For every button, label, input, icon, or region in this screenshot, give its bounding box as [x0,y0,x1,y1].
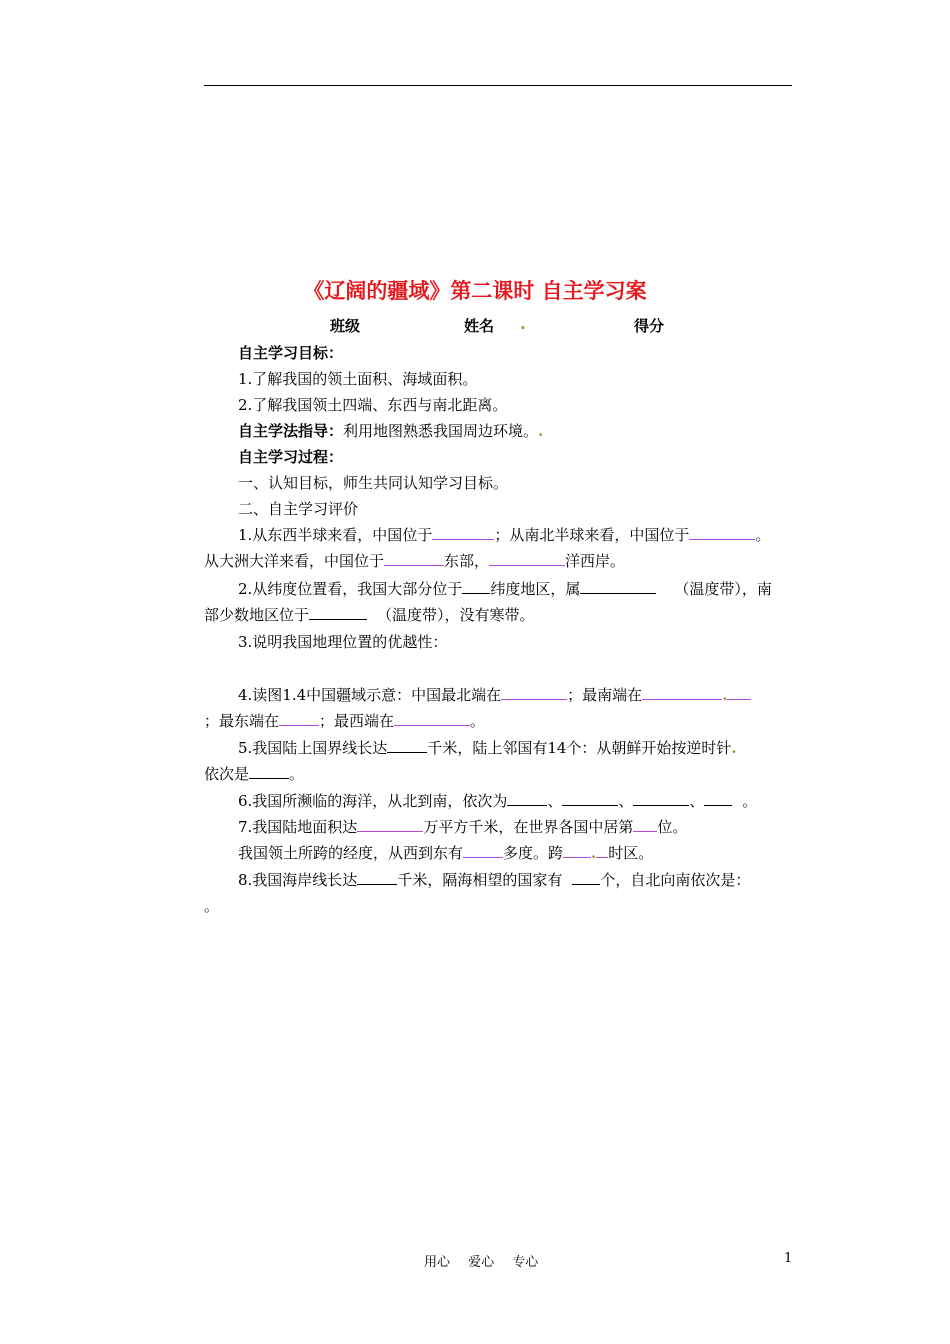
question-4-line-1: 4.读图1.4中国疆域示意：中国最北端在 ；最南端在 . [238,682,751,708]
answer-blank[interactable] [633,791,689,806]
question-5-line-2: 依次是 。 [204,765,305,783]
question-7-line-2: 我国领土所跨的经度，从西到东有 多度。跨 . 时区。 [238,844,654,862]
question-2-line-2: 部少数地区位于 （温度带），没有寒带。 [204,606,535,624]
score-label: 得分 [634,317,665,335]
question-2-line-1: 2.从纬度位置看，我国大部分位于 纬度地区，属 （温度带），南 [238,580,772,598]
question-4-line-2: ；最东端在 ；最西端在 。 [204,712,486,730]
question-1-line-1: 1.从东西半球来看，中国位于 ；从南北半球来看，中国位于 。 [238,526,771,544]
answer-blank[interactable] [563,843,591,858]
question-8-line-2: 。 [204,897,220,915]
question-8-line-1: 8.我国海岸线长达 千米，隔海相望的国家有 个，自北向南依次是： [238,871,751,889]
goal-item-1: 1.了解我国的领土面积、海域面积。 [238,370,478,388]
answer-blank[interactable] [580,579,656,594]
question-7-line-1: 7.我国陆地面积达 万平方千米，在世界各国中居第 位。 [238,818,688,836]
answer-blank[interactable] [489,551,565,566]
method-mark: . [538,422,544,440]
answer-blank[interactable] [394,711,470,726]
answer-blank[interactable] [572,870,600,885]
header-rule [204,85,792,86]
answer-blank[interactable] [384,551,444,566]
answer-blank[interactable] [432,525,494,540]
answer-blank[interactable] [501,685,567,700]
answer-blank[interactable] [727,685,751,700]
footer-motto: 用心 爱心 专心 [424,1255,539,1270]
method-line [238,418,543,444]
answer-blank[interactable] [357,870,397,885]
question-3: 3.说明我国地理位置的优越性： [238,633,448,651]
answer-blank[interactable] [463,843,503,858]
question-5-line-1: 5.我国陆上国界线长达 千米，陆上邻国有14个：从朝鲜开始按逆时针. [238,739,737,757]
process-part1: 一、认知目标，师生共同认知学习目标。 [238,474,509,492]
answer-blank[interactable] [704,791,732,806]
question-6: 6.我国所濒临的海洋，从北到南，依次为 、 、 、 。 [238,792,758,810]
page-title: 《辽阔的疆域》第二课时 自主学习案 [303,279,647,303]
name-mark: . [520,315,526,333]
process-heading: 自主学习过程： [238,448,344,466]
answer-blank[interactable] [562,791,618,806]
answer-blank[interactable] [387,738,427,753]
method-heading: 自主学法指导： [238,422,344,440]
answer-blank[interactable] [279,711,319,726]
goals-heading: 自主学习目标： [238,344,344,362]
answer-blank[interactable] [249,764,289,779]
name-label: 姓名 [464,317,495,335]
answer-blank[interactable] [507,791,547,806]
answer-blank[interactable] [642,685,722,700]
answer-blank[interactable] [462,579,490,594]
answer-blank[interactable] [689,525,755,540]
class-label: 班级 [330,317,361,335]
page-number: 1 [784,1251,793,1266]
question-1-line-2: 从大洲大洋来看，中国位于 东部， 洋西岸。 [204,552,626,570]
answer-blank[interactable] [357,817,423,832]
answer-blank[interactable] [309,605,367,620]
goal-item-2: 2.了解我国领土四端、东西与南北距离。 [238,396,508,414]
answer-blank[interactable] [596,843,608,858]
answer-blank[interactable] [633,817,657,832]
method-text: 利用地图熟悉我国周边环境。 [343,422,539,440]
process-part2: 二、自主学习评价 [238,500,359,518]
